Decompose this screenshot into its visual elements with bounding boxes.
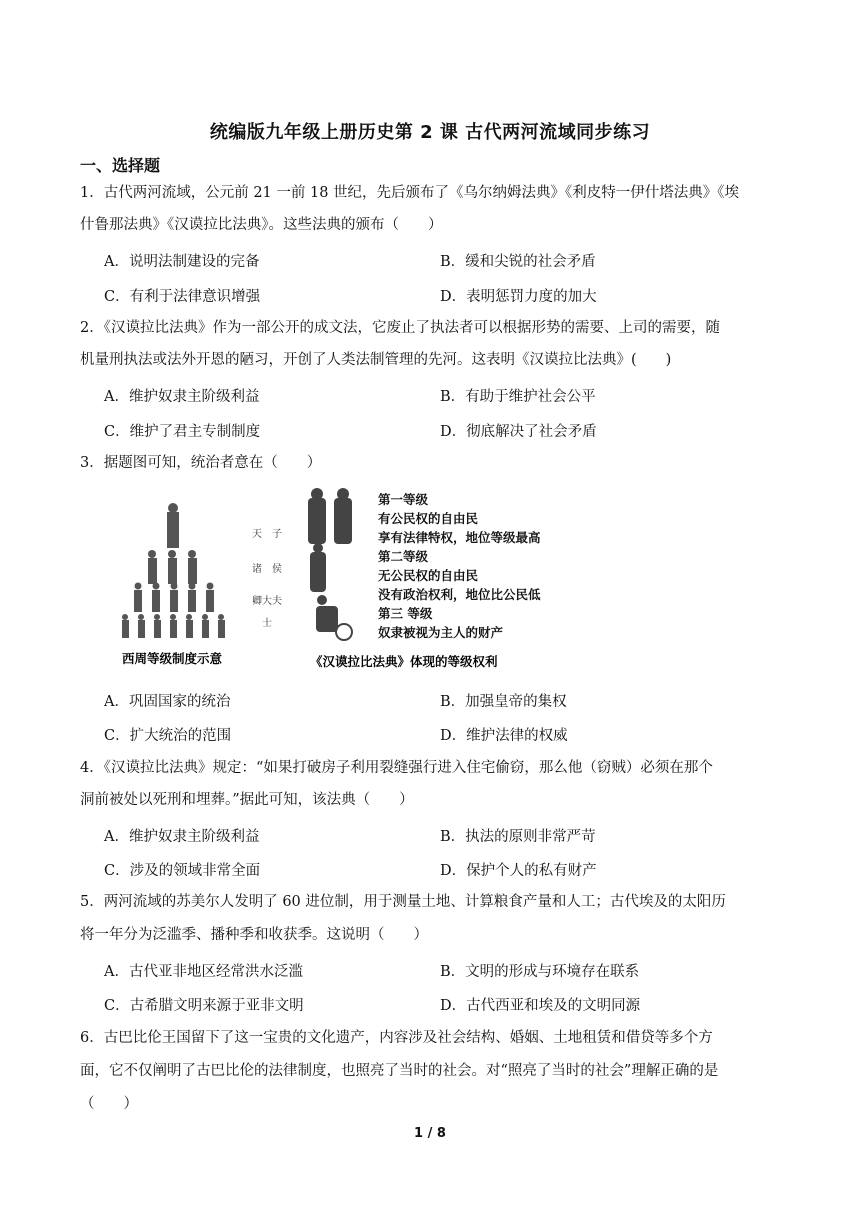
q1-option-b: B．缓和尖锐的社会矛盾	[440, 254, 596, 270]
hierarchy-figure	[112, 486, 592, 676]
rank-label-qingdafu: 卿大夫	[252, 596, 282, 607]
q3-stem-line-1: 3．据题图可知，统治者意在（ ）	[80, 455, 322, 471]
q1-stem-line-1: 1．古代两河流域，公元前 21 一前 18 世纪，先后颁布了《乌尔纳姆法典》《利皮特一伊什塔法典》《埃	[80, 185, 740, 201]
western-zhou-pyramid-illustration	[122, 503, 225, 638]
q3-option-a: A．巩固国家的统治	[104, 694, 231, 710]
q4-option-c: C．涉及的领域非常全面	[104, 863, 261, 879]
q6-stem-line-2: 面，它不仅阐明了古巴比伦的法律制度，也照亮了当时的社会。对“照亮了当时的社会”理解正确的是	[80, 1063, 719, 1079]
page-title: 统编版九年级上册历史第 2 课 古代两河流域同步练习	[209, 122, 651, 143]
q2-stem-line-1: 2．《汉谟拉比法典》作为一部公开的成文法，它废止了执法者可以根据形势的需要、上司的需要，随	[80, 320, 720, 336]
q5-option-d: D．古代西亚和埃及的文明同源	[440, 998, 641, 1014]
q6-stem-line-3: （ ）	[80, 1096, 138, 1112]
q5-stem-line-2: 将一年分为泛滥季、播种季和收获季。这说明（ ）	[80, 927, 428, 943]
class-line-8: 奴隶被视为主人的财产	[378, 625, 504, 640]
q3-figure	[112, 486, 592, 676]
q5-option-c: C．古希腊文明来源于亚非文明	[104, 998, 304, 1014]
q2-option-a: A．维护奴隶主阶级利益	[104, 389, 260, 405]
rank-label-tianzi: 天 子	[252, 529, 282, 540]
q3-option-c: C．扩大统治的范围	[104, 728, 232, 744]
q5-stem-line-1: 5．两河流域的苏美尔人发明了 60 进位制，用于测量土地、计算粮食产量和人工；古代埃及的太阳历	[80, 894, 726, 910]
rank-label-shi: 士	[262, 618, 272, 629]
q5-option-b: B．文明的形成与环境存在联系	[440, 964, 640, 980]
q4-option-a: A．维护奴隶主阶级利益	[104, 829, 260, 845]
class-line-5: 无公民权的自由民	[378, 568, 479, 583]
page-number: 1 / 8	[414, 1126, 446, 1141]
q3-option-b: B．加强皇帝的集权	[440, 694, 567, 710]
q4-option-d: D．保护个人的私有财产	[440, 863, 597, 879]
left-figure-caption: 西周等级制度示意	[122, 651, 223, 666]
q2-option-c: C．维护了君主专制制度	[104, 424, 261, 440]
q4-stem-line-2: 洞前被处以死刑和埋葬。”据此可知，该法典（ ）	[80, 792, 414, 808]
right-figure-caption: 《汉谟拉比法典》体现的等级权利	[310, 654, 498, 669]
q1-option-a: A．说明法制建设的完备	[104, 254, 260, 270]
class-line-1: 第一等级	[378, 492, 429, 507]
q1-option-d: D．表明惩罚力度的加大	[440, 289, 597, 305]
q5-option-a: A．古代亚非地区经常洪水泛滥	[104, 964, 303, 980]
q1-stem-line-2: 什鲁那法典》《汉谟拉比法典》。这些法典的颁布（ ）	[80, 217, 443, 233]
q6-stem-line-1: 6．古巴比伦王国留下了这一宝贵的文化遗产，内容涉及社会结构、婚姻、土地租赁和借贷等多个方	[80, 1030, 713, 1046]
class-line-4: 第二等级	[378, 549, 429, 564]
q4-stem-line-1: 4．《汉谟拉比法典》规定：“如果打破房子利用裂缝强行进入住宅偷窃，那么他（窃贼）必须在那个	[80, 760, 713, 776]
q2-option-d: D．彻底解决了社会矛盾	[440, 424, 597, 440]
q2-stem-line-2: 机量刑执法或法外开恩的陋习，开创了人类法制管理的先河。这表明《汉谟拉比法典》( )	[80, 352, 672, 368]
class-line-7: 第三 等级	[378, 606, 433, 621]
babylonian-class-illustration	[308, 488, 352, 640]
class-line-3: 享有法律特权，地位等级最高	[378, 530, 541, 545]
q4-option-b: B．执法的原则非常严苛	[440, 829, 596, 845]
q2-option-b: B．有助于维护社会公平	[440, 389, 596, 405]
section-heading: 一、选择题	[80, 156, 161, 175]
q1-option-c: C．有利于法律意识增强	[104, 289, 261, 305]
class-line-2: 有公民权的自由民	[378, 511, 479, 526]
rank-label-zhuhou: 诸 侯	[252, 564, 282, 575]
q3-option-d: D．维护法律的权威	[440, 728, 568, 744]
class-line-6: 没有政治权利，地位比公民低	[378, 587, 541, 602]
